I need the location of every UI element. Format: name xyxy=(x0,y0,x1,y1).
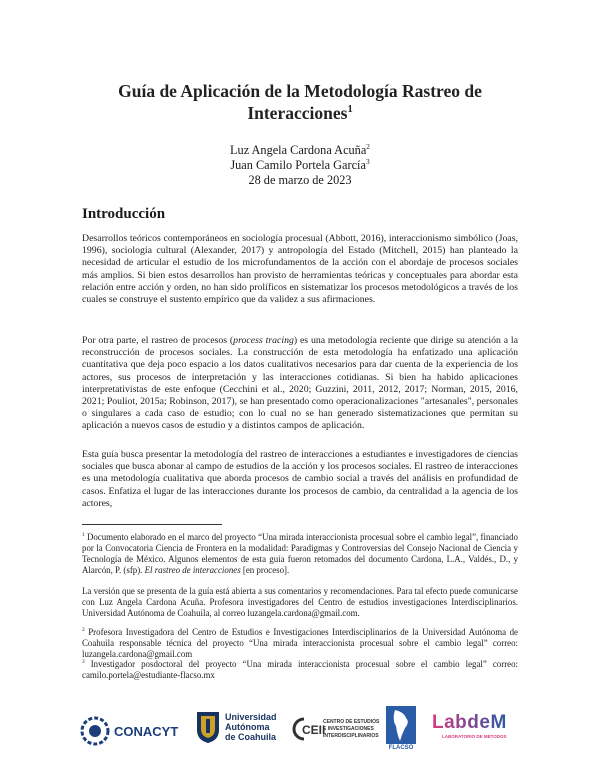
labdem-logo: LabdeM LABORATORIO DE MÉTODOS xyxy=(432,712,507,739)
footnote-1: $^1$ Documento elaborado en el marco del proyecto “Una mirada interaccionista procesual sobre el cambio legal”, financiado por la Convocatoria Ciencia de Frontera en la modalidad: Paradigmas y Controversias del Consejo Nacional de Ciencia y Tecnología de México. Algunos elementos de esta guía fueron retomados del documento Cardona, L.A., Valdés., D., y Alarcón, P. (sfp). El rastreo de interacciones [en proceso]. xyxy=(82,532,518,575)
ceii-mark-icon xyxy=(290,716,326,742)
uadec-shield-icon xyxy=(195,710,221,744)
document-title: Guía de Aplicación de la Metodología Rastreo de Interacciones$^1$ xyxy=(118,81,482,123)
paragraph-2: Por otra parte, el rastreo de procesos (process tracing) es una metodología reciente que dirige su atención a la reconstrucción de procesos sociales. La construcción de esta metodología ha enfatizado una aplicación cuantitativa que deja poco espacio a los datos cualitativos necesarios para dar cuenta de la experiencia de los actores, sus procesos de interpretación y las interacciones cotidianas. Si bien ha habido aplicaciones interpretativistas de este enfoque (Cecchini et al., 2020; Guzzini, 2011, 2012, 2017; Norman, 2015, 2016, 2021; Pouliot, 2015a; Robinson, 2017), se han presentado como operacionalizaciones "artesanales", personales o singulares a cada caso de estudio; con lo cual no se han generado sistematizaciones que permitan su aplicación a nuevos casos de estudio y a distintos campos de aplicación. xyxy=(82,335,518,432)
footnote-divider xyxy=(82,524,222,525)
ceii-logo: CEII CENTRO DE ESTUDIOS E INVESTIGACIONES INTERDISCIPLINARIOS xyxy=(290,716,379,742)
paragraph-1: Desarrollos teóricos contemporáneos en sociología procesual (Abbott, 2016), interaccionismo simbólico (Joas, 1996), sociología cultural (Alexander, 2017) y antropología del Estado (Mitchell, 2015) han planteado la necesidad de articular el estudio de los microfundamentos de la acción con el abordaje de procesos sociales más amplios. Si bien estos desarrollos han provisto de herramientas teóricas y conceptuales para abordar esta relación entre acción y orden, no han sido prolíficos en sistematizar los procesos metodológicos a través de los cuales se construye el sustento empírico que da validez a sus afirmaciones. xyxy=(82,233,518,306)
title-footnote-marker: 1 xyxy=(347,104,353,116)
paragraph-3: Esta guía busca presentar la metodología del rastreo de interacciones a estudiantes e investigadores de ciencias sociales que busca abonar al campo de estudios de la acción y los procesos sociales. El rastreo de interacciones es una metodología cualitativa que aborda procesos de cambio social a través del análisis en profundidad de casos. Enfatiza el lugar de las interacciones durante los procesos de cambio, da centralidad a la agencia de los actores, xyxy=(82,449,518,509)
svg-text:CEII: CEII xyxy=(302,723,326,737)
footnote-2: $^2$ Profesora Investigadora del Centro de Estudios e Investigaciones Interdisciplinarios de la Universidad Autónoma de Coahuila responsable técnica del proyecto “Una mirada interaccionista procesual sobre el cambio legal” correo: luzangela.cardona@gmail.com xyxy=(82,627,518,659)
author-2: Juan Camilo Portela García$^3$ xyxy=(230,156,370,172)
logo-strip xyxy=(70,706,530,761)
authors-block xyxy=(150,143,450,188)
flacso-logo: FLACSO xyxy=(386,706,416,751)
footnote-1-continued: La versión que se presenta de la guía está abierta a sus comentarios y recomendaciones. Para tal efecto puede comunicarse con Luz Angela Cardona Acuña. Profesora investigadores del Centro de estudios investigaciones Interdisciplinarios. Universidad Autónoma de Coahuila, al correo luzangela.cardona@gmail.com. xyxy=(82,586,518,618)
conacyt-logo: CONACYT xyxy=(80,716,178,746)
uadec-logo: Universidad Autónoma de Coahuila xyxy=(195,710,277,744)
section-heading: Introducción xyxy=(82,206,166,222)
document-date: 28 de marzo de 2023 xyxy=(248,173,352,187)
flacso-map-icon xyxy=(386,706,416,744)
footnote-3: $^3$ Investigador posdoctoral del proyecto “Una mirada interaccionista procesual sobre el cambio legal” correo: camilo.portela@estudiante-flacso.mx xyxy=(82,659,518,680)
author-1: Luz Angela Cardona Acuña$^2$ xyxy=(230,141,370,157)
conacyt-emblem-icon xyxy=(80,716,110,746)
